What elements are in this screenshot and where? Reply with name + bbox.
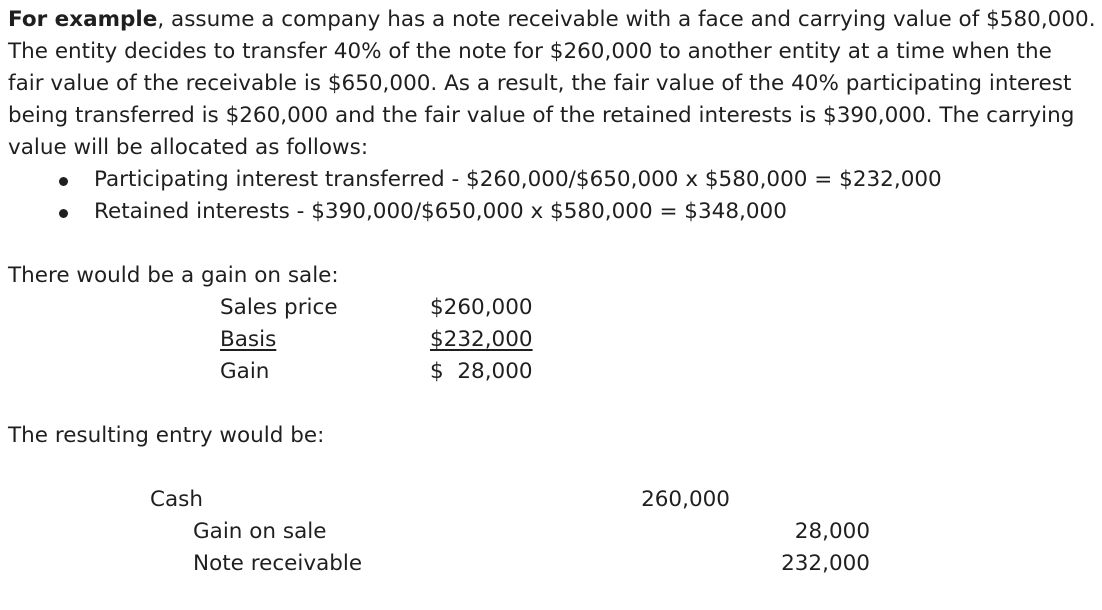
intro-paragraph [8,4,1098,164]
gain-label-gain: Gain [220,359,270,384]
list-item [8,164,1098,196]
intro-line-2: The entity decides to transfer 40% of the note for $260,000 to another entity at a time when the [8,39,1052,64]
gain-value-gain: $ 28,000 [430,359,533,384]
bullet-text: Participating interest transferred - $260,000/$650,000 x $580,000 = $232,000 [94,167,942,192]
gain-label-sales-price: Sales price [220,295,338,320]
gain-value-basis: $232,000 [430,327,533,352]
intro-line-4: being transferred is $260,000 and the fair value of the retained interests is $390,000. The carrying [8,103,1075,128]
bullet-text: Retained interests - $390,000/$650,000 x $580,000 = $348,000 [94,199,787,224]
intro-line-1 [8,7,1096,32]
entry-credit-account-gain: Gain on sale [193,519,327,544]
entry-credit-account-note: Note receivable [193,551,363,576]
entry-credit-amount-note: 232,000 [781,551,870,576]
gain-heading: There would be a gain on sale: [8,263,339,288]
bullet-dot-icon [59,177,68,186]
entry-debit-amount: 260,000 [641,487,730,512]
allocation-bullet-list [8,164,1098,228]
entry-credit-amount-gain: 28,000 [794,519,870,544]
gain-value-sales-price: $260,000 [430,295,533,320]
document-body [8,4,1098,228]
list-item [8,196,1098,228]
entry-debit-account: Cash [150,487,204,512]
intro-line-3: fair value of the receivable is $650,000. As a result, the fair value of the 40% participating interest [8,71,1072,96]
bullet-dot-icon [59,209,68,218]
intro-lead-bold: For example [8,7,158,32]
gain-label-basis: Basis [220,327,277,352]
entry-heading: The resulting entry would be: [8,423,325,448]
intro-line-5: value will be allocated as follows: [8,135,369,160]
intro-line-1-text: , assume a company has a note receivable with a face and carrying value of $580,000. [157,7,1096,32]
